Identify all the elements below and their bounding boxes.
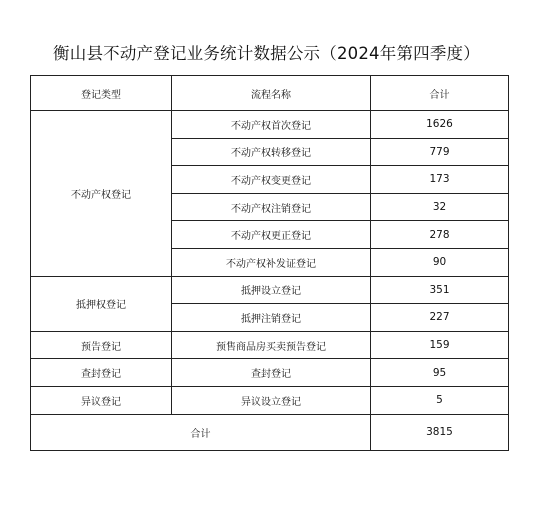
registration-type-cell: 异议登记 [31,386,172,414]
registration-type-cell: 抵押权登记 [31,276,172,331]
registration-type-cell: 预告登记 [31,331,172,359]
count-cell: 779 [371,138,509,166]
process-name-cell: 抵押注销登记 [172,304,371,332]
process-name-cell: 预售商品房买卖预告登记 [172,331,371,359]
count-cell: 159 [371,331,509,359]
process-name-cell: 不动产权注销登记 [172,193,371,221]
count-cell: 173 [371,166,509,194]
registration-type-cell: 查封登记 [31,359,172,387]
total-row [31,414,509,450]
count-cell: 1626 [371,111,509,139]
process-name-cell: 不动产权变更登记 [172,166,371,194]
header-total: 合计 [371,76,509,111]
table-row [31,331,509,359]
process-name-cell: 抵押设立登记 [172,276,371,304]
process-name-cell: 异议设立登记 [172,386,371,414]
process-name-cell: 不动产权补发证登记 [172,248,371,276]
table-header-row [31,76,509,111]
header-registration-type: 登记类型 [31,76,172,111]
count-cell: 90 [371,248,509,276]
header-process-name: 流程名称 [172,76,371,111]
table-row [31,111,509,139]
count-cell: 278 [371,221,509,249]
table-row [31,386,509,414]
process-name-cell: 不动产权转移登记 [172,138,371,166]
total-label: 合计 [31,414,371,450]
table-row [31,276,509,304]
table-row [31,359,509,387]
count-cell: 5 [371,386,509,414]
total-value: 3815 [371,414,509,450]
count-cell: 351 [371,276,509,304]
registration-type-cell: 不动产权登记 [31,111,172,277]
page-title: 衡山县不动产登记业务统计数据公示（2024年第四季度） [53,44,480,63]
process-name-cell: 不动产权首次登记 [172,111,371,139]
process-name-cell: 不动产权更正登记 [172,221,371,249]
count-cell: 227 [371,304,509,332]
process-name-cell: 查封登记 [172,359,371,387]
registration-stats-table [30,75,509,451]
count-cell: 32 [371,193,509,221]
count-cell: 95 [371,359,509,387]
